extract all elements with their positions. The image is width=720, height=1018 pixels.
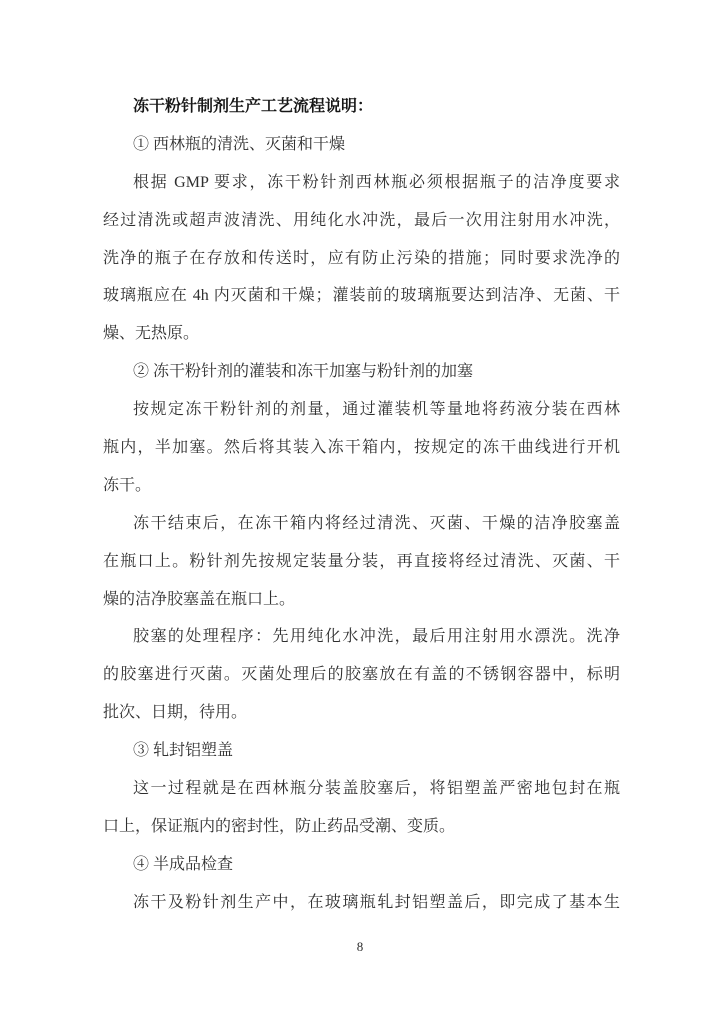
body-text-line: 冻干结束后，在冻干箱内将经过清洗、灭菌、干燥的洁净胶塞盖: [133, 514, 620, 532]
body-text-line: 这一过程就是在西林瓶分装盖胶塞后，将铝塑盖严密地包封在瓶: [133, 780, 620, 798]
body-text-line: 燥的洁净胶塞盖在瓶口上。: [103, 590, 296, 608]
section-heading-line: ③ 轧封铝塑盖: [133, 742, 234, 760]
body-text-line: 洗净的瓶子在存放和传送时，应有防止污染的措施；同时要求洗净的: [103, 249, 620, 267]
body-text-line: 冻干及粉针剂生产中，在玻璃瓶轧封铝塑盖后，即完成了基本生: [133, 893, 620, 911]
document-body: [103, 88, 620, 922]
body-text-line: 玻璃瓶应在 4h 内灭菌和干燥；灌装前的玻璃瓶要达到洁净、无菌、干: [103, 287, 620, 305]
body-text-line: 燥、无热原。: [103, 325, 200, 343]
body-text-line: 胶塞的处理程序：先用纯化水冲洗，最后用注射用水漂洗。洗净: [133, 628, 620, 646]
body-text-line: 按规定冻干粉针剂的剂量，通过灌装机等量地将药液分装在西林: [133, 401, 620, 419]
section-heading-line: ④ 半成品检查: [133, 855, 234, 873]
body-text-line: 冻干。: [103, 476, 152, 494]
section-heading-line: ② 冻干粉针剂的灌装和冻干加塞与粉针剂的加塞: [133, 363, 474, 381]
section-heading-line: ① 西林瓶的清洗、灭菌和干燥: [133, 135, 346, 153]
body-text-line: 经过清洗或超声波清洗、用纯化水冲洗，最后一次用注射用水冲洗，: [103, 211, 620, 229]
body-text-line: 口上，保证瓶内的密封性，防止药品受潮、变质。: [103, 817, 456, 835]
body-text-line: 瓶内，半加塞。然后将其装入冻干箱内，按规定的冻干曲线进行开机: [103, 439, 620, 457]
title-line: 冻干粉针制剂生产工艺流程说明：: [133, 98, 374, 115]
body-text-line: 的胶塞进行灭菌。灭菌处理后的胶塞放在有盖的不锈钢容器中，标明: [103, 666, 620, 684]
body-text-line: 批次、日期，待用。: [103, 704, 248, 722]
body-text-line: 在瓶口上。粉针剂先按规定装量分装，再直接将经过清洗、灭菌、干: [103, 552, 620, 570]
body-text-line: 根据 GMP 要求，冻干粉针剂西林瓶必须根据瓶子的洁净度要求: [133, 173, 620, 191]
page-number: 8: [356, 939, 364, 954]
